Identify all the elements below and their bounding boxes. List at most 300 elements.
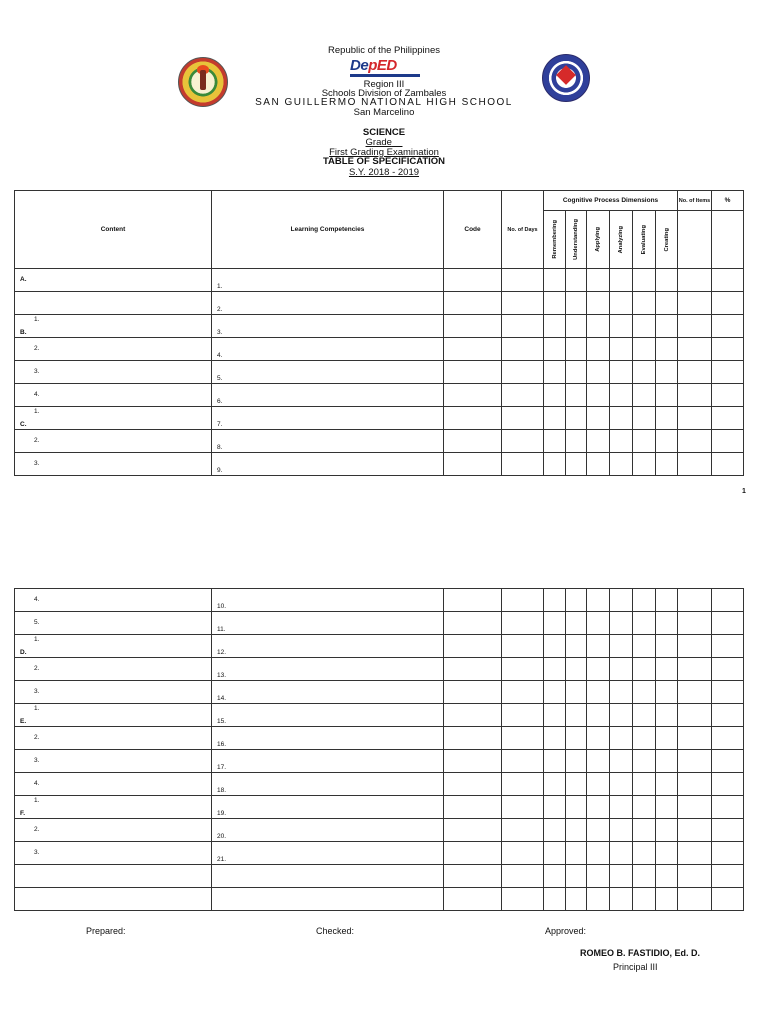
days-cell[interactable] (502, 612, 544, 635)
creating-cell[interactable] (656, 750, 678, 773)
content-cell[interactable] (15, 635, 212, 658)
content-cell[interactable] (15, 865, 212, 888)
items-cell[interactable] (678, 704, 712, 727)
school-year: S.Y. 2018 - 2019 (348, 167, 420, 178)
code-cell[interactable] (444, 773, 502, 796)
understanding-cell[interactable] (566, 842, 587, 865)
code-cell[interactable] (444, 727, 502, 750)
remembering-cell[interactable] (544, 750, 566, 773)
content-cell[interactable] (15, 750, 212, 773)
remembering-cell[interactable] (544, 612, 566, 635)
analyzing-cell[interactable] (610, 842, 633, 865)
remembering-cell[interactable] (544, 842, 566, 865)
percent-cell[interactable] (712, 819, 744, 842)
percent-cell[interactable] (712, 773, 744, 796)
items-cell[interactable] (678, 430, 712, 453)
competency-cell[interactable] (212, 842, 444, 865)
understanding-cell[interactable] (566, 430, 587, 453)
applying-cell[interactable] (587, 315, 610, 338)
competency-cell[interactable] (212, 589, 444, 612)
items-cell[interactable] (678, 292, 712, 315)
competency-cell[interactable] (212, 407, 444, 430)
days-cell[interactable] (502, 750, 544, 773)
dimension-label: Analyzing (618, 225, 624, 254)
days-cell[interactable] (502, 407, 544, 430)
creating-cell[interactable] (656, 658, 678, 681)
content-cell[interactable] (15, 430, 212, 453)
code-cell[interactable] (444, 453, 502, 476)
code-cell[interactable] (444, 292, 502, 315)
applying-cell[interactable] (587, 612, 610, 635)
remembering-cell[interactable] (544, 315, 566, 338)
code-cell[interactable] (444, 269, 502, 292)
items-cell[interactable] (678, 338, 712, 361)
percent-cell[interactable] (712, 407, 744, 430)
competency-cell[interactable] (212, 819, 444, 842)
understanding-cell[interactable] (566, 773, 587, 796)
competency-cell[interactable] (212, 865, 444, 888)
analyzing-cell[interactable] (610, 819, 633, 842)
competency-number: 5. (217, 375, 223, 382)
percent-cell[interactable] (712, 727, 744, 750)
content-subtopic: 3. (34, 368, 40, 375)
col-header-code: Code (444, 191, 502, 269)
evaluating-cell[interactable] (633, 865, 656, 888)
understanding-cell[interactable] (566, 361, 587, 384)
items-cell[interactable] (678, 635, 712, 658)
days-cell[interactable] (502, 453, 544, 476)
evaluating-cell[interactable] (633, 338, 656, 361)
col-header-cognitive: Cognitive Process Dimensions (544, 191, 678, 211)
analyzing-cell[interactable] (610, 315, 633, 338)
col-header-percent: % (712, 191, 744, 211)
competency-cell[interactable] (212, 315, 444, 338)
days-cell[interactable] (502, 589, 544, 612)
header-town: San Marcelino (353, 107, 415, 118)
creating-cell[interactable] (656, 292, 678, 315)
understanding-cell[interactable] (566, 865, 587, 888)
evaluating-cell[interactable] (633, 888, 656, 911)
creating-cell[interactable] (656, 727, 678, 750)
creating-cell[interactable] (656, 819, 678, 842)
competency-cell[interactable] (212, 430, 444, 453)
competency-cell[interactable] (212, 727, 444, 750)
applying-cell[interactable] (587, 292, 610, 315)
creating-cell[interactable] (656, 407, 678, 430)
analyzing-cell[interactable] (610, 407, 633, 430)
percent-cell[interactable] (712, 750, 744, 773)
creating-cell[interactable] (656, 430, 678, 453)
competency-cell[interactable] (212, 384, 444, 407)
applying-cell[interactable] (587, 361, 610, 384)
days-cell[interactable] (502, 727, 544, 750)
percent-cell[interactable] (712, 430, 744, 453)
code-cell[interactable] (444, 384, 502, 407)
percent-cell[interactable] (712, 361, 744, 384)
percent-cell[interactable] (712, 292, 744, 315)
remembering-cell[interactable] (544, 796, 566, 819)
code-cell[interactable] (444, 635, 502, 658)
applying-cell[interactable] (587, 658, 610, 681)
content-subtopic: 3. (34, 757, 40, 764)
items-cell[interactable] (678, 612, 712, 635)
percent-cell[interactable] (712, 589, 744, 612)
prepared-label: Prepared: (86, 926, 126, 936)
code-cell[interactable] (444, 704, 502, 727)
code-cell[interactable] (444, 842, 502, 865)
remembering-cell[interactable] (544, 384, 566, 407)
remembering-cell[interactable] (544, 773, 566, 796)
percent-cell[interactable] (712, 888, 744, 911)
days-cell[interactable] (502, 292, 544, 315)
items-cell[interactable] (678, 589, 712, 612)
analyzing-cell[interactable] (610, 589, 633, 612)
evaluating-cell[interactable] (633, 635, 656, 658)
applying-cell[interactable] (587, 635, 610, 658)
understanding-cell[interactable] (566, 727, 587, 750)
code-cell[interactable] (444, 658, 502, 681)
analyzing-cell[interactable] (610, 453, 633, 476)
days-cell[interactable] (502, 338, 544, 361)
remembering-cell[interactable] (544, 589, 566, 612)
content-cell[interactable] (15, 384, 212, 407)
percent-cell[interactable] (712, 612, 744, 635)
code-cell[interactable] (444, 361, 502, 384)
analyzing-cell[interactable] (610, 865, 633, 888)
days-cell[interactable] (502, 796, 544, 819)
content-cell[interactable] (15, 361, 212, 384)
creating-cell[interactable] (656, 796, 678, 819)
analyzing-cell[interactable] (610, 635, 633, 658)
applying-cell[interactable] (587, 681, 610, 704)
code-cell[interactable] (444, 750, 502, 773)
understanding-cell[interactable] (566, 681, 587, 704)
evaluating-cell[interactable] (633, 612, 656, 635)
evaluating-cell[interactable] (633, 704, 656, 727)
content-cell[interactable] (15, 292, 212, 315)
code-cell[interactable] (444, 681, 502, 704)
code-cell[interactable] (444, 315, 502, 338)
items-cell[interactable] (678, 453, 712, 476)
code-cell[interactable] (444, 589, 502, 612)
evaluating-cell[interactable] (633, 384, 656, 407)
remembering-cell[interactable] (544, 704, 566, 727)
percent-cell[interactable] (712, 453, 744, 476)
analyzing-cell[interactable] (610, 888, 633, 911)
understanding-cell[interactable] (566, 750, 587, 773)
days-cell[interactable] (502, 773, 544, 796)
content-cell[interactable] (15, 704, 212, 727)
dimension-label: Applying (595, 227, 601, 252)
header-division: Schools Division of Zambales (321, 88, 447, 99)
analyzing-cell[interactable] (610, 727, 633, 750)
evaluating-cell[interactable] (633, 269, 656, 292)
days-cell[interactable] (502, 384, 544, 407)
remembering-cell[interactable] (544, 819, 566, 842)
analyzing-cell[interactable] (610, 681, 633, 704)
evaluating-cell[interactable] (633, 292, 656, 315)
creating-cell[interactable] (656, 453, 678, 476)
creating-cell[interactable] (656, 315, 678, 338)
percent-cell[interactable] (712, 269, 744, 292)
items-cell[interactable] (678, 384, 712, 407)
days-cell[interactable] (502, 658, 544, 681)
understanding-cell[interactable] (566, 658, 587, 681)
understanding-cell[interactable] (566, 384, 587, 407)
percent-cell[interactable] (712, 384, 744, 407)
code-cell[interactable] (444, 865, 502, 888)
understanding-cell[interactable] (566, 796, 587, 819)
competency-number: 17. (217, 764, 227, 771)
days-cell[interactable] (502, 842, 544, 865)
analyzing-cell[interactable] (610, 773, 633, 796)
items-cell[interactable] (678, 773, 712, 796)
content-cell[interactable] (15, 658, 212, 681)
competency-cell[interactable] (212, 658, 444, 681)
header-school: SAN GUILLERMO NATIONAL HIGH SCHOOL (255, 97, 513, 108)
understanding-cell[interactable] (566, 704, 587, 727)
competency-cell[interactable] (212, 612, 444, 635)
understanding-cell[interactable] (566, 315, 587, 338)
analyzing-cell[interactable] (610, 269, 633, 292)
content-cell[interactable] (15, 819, 212, 842)
items-cell[interactable] (678, 681, 712, 704)
understanding-cell[interactable] (566, 888, 587, 911)
content-cell[interactable] (15, 269, 212, 292)
items-cell[interactable] (678, 888, 712, 911)
items-cell[interactable] (678, 658, 712, 681)
remembering-cell[interactable] (544, 658, 566, 681)
days-cell[interactable] (502, 704, 544, 727)
creating-cell[interactable] (656, 589, 678, 612)
applying-cell[interactable] (587, 888, 610, 911)
creating-cell[interactable] (656, 338, 678, 361)
content-cell[interactable] (15, 315, 212, 338)
applying-cell[interactable] (587, 796, 610, 819)
analyzing-cell[interactable] (610, 750, 633, 773)
competency-cell[interactable] (212, 635, 444, 658)
creating-cell[interactable] (656, 681, 678, 704)
code-cell[interactable] (444, 819, 502, 842)
code-cell[interactable] (444, 796, 502, 819)
items-cell[interactable] (678, 842, 712, 865)
items-cell (678, 211, 712, 269)
understanding-cell[interactable] (566, 453, 587, 476)
remembering-cell[interactable] (544, 453, 566, 476)
competency-cell[interactable] (212, 453, 444, 476)
applying-cell[interactable] (587, 589, 610, 612)
percent-cell[interactable] (712, 315, 744, 338)
evaluating-cell[interactable] (633, 407, 656, 430)
percent-cell[interactable] (712, 796, 744, 819)
items-cell[interactable] (678, 407, 712, 430)
analyzing-cell[interactable] (610, 658, 633, 681)
percent-cell[interactable] (712, 865, 744, 888)
remembering-cell[interactable] (544, 361, 566, 384)
understanding-cell[interactable] (566, 338, 587, 361)
competency-cell[interactable] (212, 704, 444, 727)
analyzing-cell[interactable] (610, 796, 633, 819)
remembering-cell[interactable] (544, 888, 566, 911)
understanding-cell[interactable] (566, 635, 587, 658)
content-cell[interactable] (15, 681, 212, 704)
creating-cell[interactable] (656, 773, 678, 796)
evaluating-cell[interactable] (633, 658, 656, 681)
percent-cell[interactable] (712, 704, 744, 727)
days-cell[interactable] (502, 635, 544, 658)
percent-cell[interactable] (712, 842, 744, 865)
applying-cell[interactable] (587, 727, 610, 750)
applying-cell[interactable] (587, 819, 610, 842)
creating-cell[interactable] (656, 888, 678, 911)
analyzing-cell[interactable] (610, 292, 633, 315)
creating-cell[interactable] (656, 361, 678, 384)
applying-cell[interactable] (587, 453, 610, 476)
remembering-cell[interactable] (544, 727, 566, 750)
remembering-cell[interactable] (544, 430, 566, 453)
remembering-cell[interactable] (544, 269, 566, 292)
content-cell[interactable] (15, 888, 212, 911)
applying-cell[interactable] (587, 865, 610, 888)
applying-cell[interactable] (587, 430, 610, 453)
items-cell[interactable] (678, 361, 712, 384)
days-cell[interactable] (502, 865, 544, 888)
days-cell[interactable] (502, 361, 544, 384)
days-cell[interactable] (502, 315, 544, 338)
applying-cell[interactable] (587, 773, 610, 796)
remembering-cell[interactable] (544, 681, 566, 704)
evaluating-cell[interactable] (633, 681, 656, 704)
items-cell[interactable] (678, 727, 712, 750)
competency-cell[interactable] (212, 681, 444, 704)
table-row (15, 727, 744, 750)
remembering-cell[interactable] (544, 407, 566, 430)
code-cell[interactable] (444, 338, 502, 361)
competency-number: 7. (217, 421, 223, 428)
competency-cell[interactable] (212, 338, 444, 361)
applying-cell[interactable] (587, 338, 610, 361)
days-cell[interactable] (502, 819, 544, 842)
remembering-cell[interactable] (544, 338, 566, 361)
understanding-cell[interactable] (566, 292, 587, 315)
items-cell[interactable] (678, 819, 712, 842)
content-subtopic: 1. (34, 408, 40, 415)
percent-cell[interactable] (712, 635, 744, 658)
creating-cell[interactable] (656, 612, 678, 635)
applying-cell[interactable] (587, 750, 610, 773)
days-cell[interactable] (502, 681, 544, 704)
creating-cell[interactable] (656, 635, 678, 658)
items-cell[interactable] (678, 315, 712, 338)
code-cell[interactable] (444, 888, 502, 911)
document-title: TABLE OF SPECIFICATION (322, 156, 446, 167)
analyzing-cell[interactable] (610, 361, 633, 384)
items-cell[interactable] (678, 796, 712, 819)
competency-cell[interactable] (212, 750, 444, 773)
days-cell[interactable] (502, 430, 544, 453)
evaluating-cell[interactable] (633, 750, 656, 773)
analyzing-cell[interactable] (610, 612, 633, 635)
items-cell[interactable] (678, 865, 712, 888)
competency-cell[interactable] (212, 796, 444, 819)
creating-cell[interactable] (656, 269, 678, 292)
analyzing-cell[interactable] (610, 338, 633, 361)
evaluating-cell[interactable] (633, 589, 656, 612)
analyzing-cell[interactable] (610, 704, 633, 727)
applying-cell[interactable] (587, 842, 610, 865)
content-cell[interactable] (15, 773, 212, 796)
applying-cell[interactable] (587, 269, 610, 292)
items-cell[interactable] (678, 750, 712, 773)
evaluating-cell[interactable] (633, 727, 656, 750)
content-cell[interactable] (15, 842, 212, 865)
code-cell[interactable] (444, 612, 502, 635)
competency-number: 14. (217, 695, 227, 702)
creating-cell[interactable] (656, 842, 678, 865)
evaluating-cell[interactable] (633, 453, 656, 476)
evaluating-cell[interactable] (633, 842, 656, 865)
evaluating-cell[interactable] (633, 773, 656, 796)
understanding-cell[interactable] (566, 589, 587, 612)
understanding-cell[interactable] (566, 612, 587, 635)
deped-logo: DepED (350, 57, 397, 74)
competency-cell[interactable] (212, 269, 444, 292)
percent-cell[interactable] (712, 658, 744, 681)
content-cell[interactable] (15, 612, 212, 635)
percent-cell[interactable] (712, 338, 744, 361)
content-cell[interactable] (15, 338, 212, 361)
content-cell[interactable] (15, 796, 212, 819)
remembering-cell[interactable] (544, 292, 566, 315)
applying-cell[interactable] (587, 704, 610, 727)
content-subtopic: 1. (34, 316, 40, 323)
understanding-cell[interactable] (566, 269, 587, 292)
percent-cell[interactable] (712, 681, 744, 704)
code-cell[interactable] (444, 430, 502, 453)
understanding-cell[interactable] (566, 819, 587, 842)
table-row (15, 407, 744, 430)
understanding-cell[interactable] (566, 407, 587, 430)
days-cell[interactable] (502, 269, 544, 292)
remembering-cell[interactable] (544, 635, 566, 658)
content-cell[interactable] (15, 453, 212, 476)
evaluating-cell[interactable] (633, 315, 656, 338)
evaluating-cell[interactable] (633, 361, 656, 384)
content-cell[interactable] (15, 727, 212, 750)
creating-cell[interactable] (656, 704, 678, 727)
analyzing-cell[interactable] (610, 384, 633, 407)
competency-cell[interactable] (212, 292, 444, 315)
competency-cell[interactable] (212, 361, 444, 384)
content-cell[interactable] (15, 407, 212, 430)
creating-cell[interactable] (656, 865, 678, 888)
remembering-cell[interactable] (544, 865, 566, 888)
code-cell[interactable] (444, 407, 502, 430)
competency-cell[interactable] (212, 888, 444, 911)
applying-cell[interactable] (587, 407, 610, 430)
evaluating-cell[interactable] (633, 430, 656, 453)
content-cell[interactable] (15, 589, 212, 612)
evaluating-cell[interactable] (633, 796, 656, 819)
days-cell[interactable] (502, 888, 544, 911)
analyzing-cell[interactable] (610, 430, 633, 453)
competency-cell[interactable] (212, 773, 444, 796)
evaluating-cell[interactable] (633, 819, 656, 842)
table-row (15, 796, 744, 819)
applying-cell[interactable] (587, 384, 610, 407)
items-cell[interactable] (678, 269, 712, 292)
creating-cell[interactable] (656, 384, 678, 407)
